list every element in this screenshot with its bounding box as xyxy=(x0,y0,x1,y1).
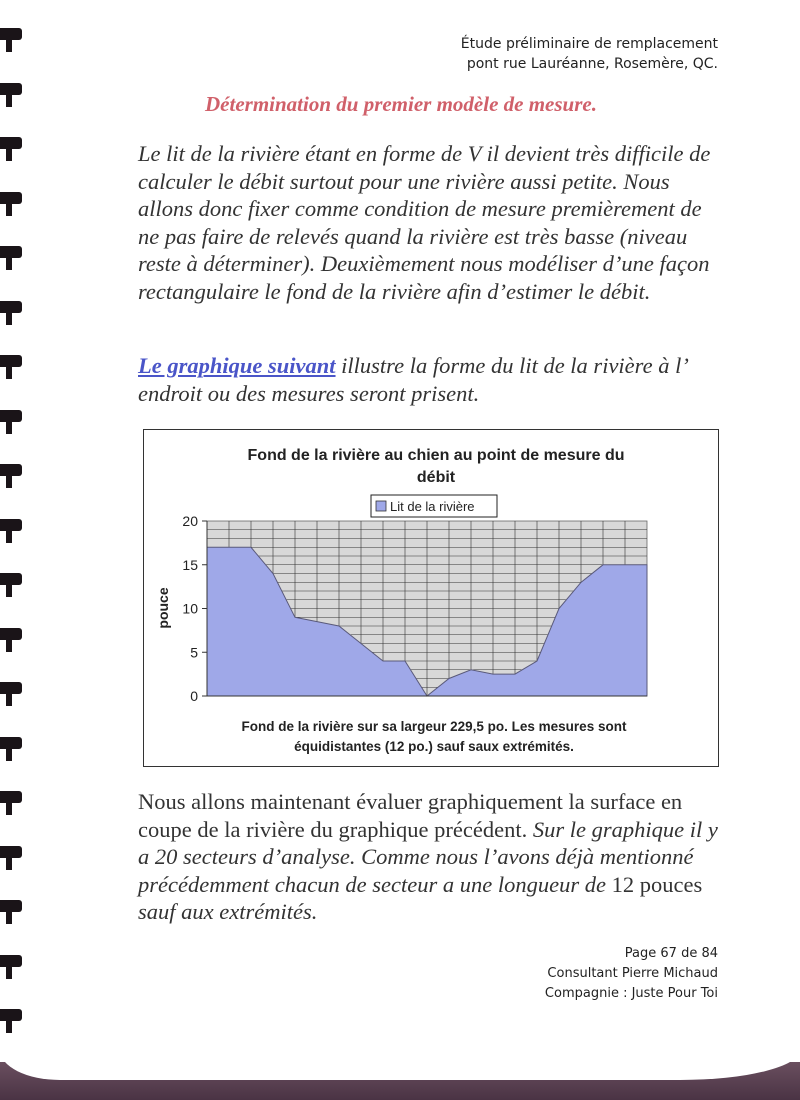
binding-hole xyxy=(0,573,22,585)
binding-hole xyxy=(0,246,22,258)
legend-label: Lit de la rivière xyxy=(390,499,475,514)
binding-hole xyxy=(0,628,22,640)
y-axis-label: pouce xyxy=(155,587,171,629)
chart-title-line-1: Fond de la rivière au chien au point de mesure du xyxy=(247,447,625,464)
y-tick-label: 5 xyxy=(190,644,198,661)
binding-hole xyxy=(0,1009,22,1021)
section-title: Détermination du premier modèle de mesure. xyxy=(205,92,597,116)
paragraph-3-italic-2: sauf aux extrémités. xyxy=(138,899,318,924)
company-name: Compagnie : Juste Pour Toi xyxy=(544,986,718,1001)
river-bed-chart xyxy=(144,430,718,766)
x-axis-label-line-2: équidistantes (12 po.) sauf saux extrémités. xyxy=(294,739,574,754)
binding-hole xyxy=(0,355,22,367)
binding-hole xyxy=(0,83,22,95)
binding-hole xyxy=(0,137,22,149)
y-tick-label: 20 xyxy=(182,513,198,529)
x-axis-label-line-1: Fond de la rivière sur sa largeur 229,5 po. Les mesures sont xyxy=(241,719,627,734)
binding-hole xyxy=(0,791,22,803)
binding-hole xyxy=(0,900,22,912)
y-tick-label: 15 xyxy=(182,556,198,573)
binding-hole xyxy=(0,464,22,476)
binding-hole xyxy=(0,192,22,204)
paragraph-3-normal-2: 12 pouces xyxy=(611,871,703,897)
paragraph-3-italic-1: Sur le graphique il y a 20 secteurs d’analyse. Comme nous l’avons déjà mentionné précédemment chacun de secteur a une longueur de xyxy=(138,816,718,897)
chart-container xyxy=(143,429,719,767)
chart-link[interactable]: Le graphique suivant xyxy=(138,353,336,378)
paragraph-3-normal: Nous allons maintenant évaluer graphiquement la surface en coupe de la rivière du graphique précédent. xyxy=(138,789,683,842)
y-tick-label: 10 xyxy=(182,600,198,617)
page-number: Page 67 de 84 xyxy=(624,946,718,961)
chart-title-line-2: débit xyxy=(416,469,456,486)
binding-hole xyxy=(0,682,22,694)
binding-hole xyxy=(0,410,22,422)
binding-hole xyxy=(0,846,22,858)
paragraph-1: Le lit de la rivière étant en forme de V il devient très difficile de calculer le débit surtout pour une rivière aussi petite. Nous allons donc fixer comme condition de mesure premièrement de ne pas faire de relevés quand la rivière est très basse (niveau reste à déterminer). Deuxièmement nous modéliser d’une façon rectangulaire le fond de la rivière afin d’estimer le débit. xyxy=(138,141,711,304)
paragraph-2 xyxy=(138,352,718,407)
binding-hole xyxy=(0,519,22,531)
page-curl xyxy=(0,1040,800,1080)
chart-legend xyxy=(371,495,497,517)
binding-hole xyxy=(0,28,22,40)
document-footer xyxy=(545,944,718,1004)
header-line-2: pont rue Lauréanne, Rosemère, QC. xyxy=(466,56,718,72)
binding-hole xyxy=(0,301,22,313)
y-axis-ticks xyxy=(182,513,207,704)
legend-swatch xyxy=(376,501,386,511)
consultant-name: Consultant Pierre Michaud xyxy=(547,966,718,981)
spiral-binding xyxy=(0,0,40,1060)
y-tick-label: 0 xyxy=(190,688,198,704)
header-line-1: Étude préliminaire de remplacement xyxy=(460,36,718,52)
binding-hole xyxy=(0,955,22,967)
binding-hole xyxy=(0,737,22,749)
paragraph-3 xyxy=(138,788,718,926)
paragraph-2-text: illustre la forme du lit de la rivière à l’ endroit ou des mesures seront prisent. xyxy=(138,353,687,406)
document-header xyxy=(461,34,718,74)
